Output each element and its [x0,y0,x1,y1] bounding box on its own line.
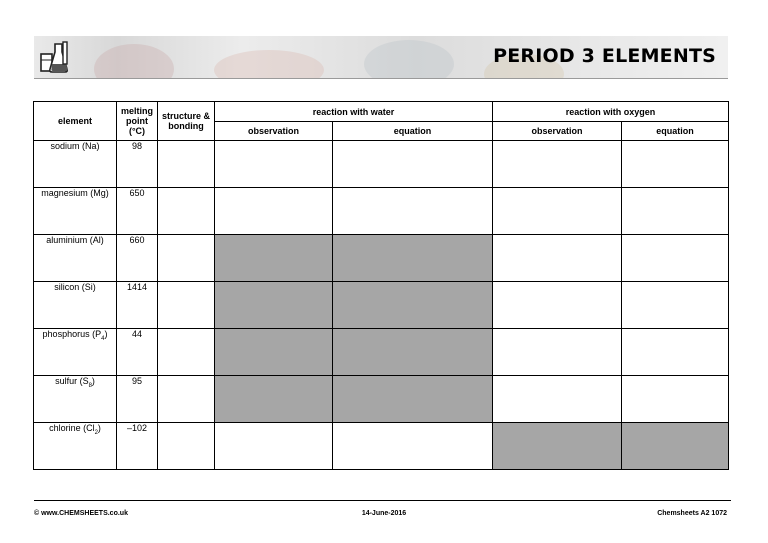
header-water-observation: observation [215,122,333,141]
oxygen-observation-cell[interactable] [493,141,622,188]
element-name-end: ) [104,329,108,339]
melting-point-cell: 660 [117,235,158,282]
oxygen-equation-cell[interactable] [622,376,729,423]
structure-bonding-cell[interactable] [158,423,215,470]
structure-bonding-cell[interactable] [158,188,215,235]
table-row [34,376,729,423]
footer-date: 14-June-2016 [361,510,407,517]
shaded-cell [622,423,729,470]
shaded-cell [215,235,333,282]
structure-bonding-cell[interactable] [158,376,215,423]
melting-point-cell: 95 [117,376,158,423]
oxygen-observation-cell[interactable] [493,329,622,376]
shaded-cell [215,376,333,423]
shaded-cell [493,423,622,470]
header-melting-point: melting point (°C) [117,102,158,141]
header-element: element [34,102,117,141]
page-title: PERIOD 3 ELEMENTS [493,45,716,67]
element-cell: aluminium (Al) [34,235,117,282]
melting-point-cell: 1414 [117,282,158,329]
header-banner [34,36,728,79]
element-cell: silicon (Si) [34,282,117,329]
header-water-equation: equation [333,122,493,141]
header-reaction-water: reaction with water [215,102,493,122]
element-name: sulfur (S [55,376,89,386]
shaded-cell [333,376,493,423]
shaded-cell [333,282,493,329]
lab-glassware-icon [38,40,72,74]
oxygen-observation-cell[interactable] [493,376,622,423]
oxygen-equation-cell[interactable] [622,329,729,376]
structure-bonding-cell[interactable] [158,141,215,188]
melting-point-cell: 650 [117,188,158,235]
footer-copyright: © www.CHEMSHEETS.co.uk [34,510,128,517]
table-row [34,329,729,376]
footer-reference: Chemsheets A2 1072 [657,510,727,517]
melting-point-cell: –102 [117,423,158,470]
table-row [34,235,729,282]
element-name-end: ) [97,423,101,433]
header-reaction-oxygen: reaction with oxygen [493,102,729,122]
structure-bonding-cell[interactable] [158,235,215,282]
banner-photo-blur [94,44,174,79]
oxygen-equation-cell[interactable] [622,188,729,235]
element-cell: magnesium (Mg) [34,188,117,235]
footer-divider [34,500,731,501]
period3-table [33,101,729,470]
table-row [34,282,729,329]
table-row [34,188,729,235]
banner-photo-blur [214,50,324,79]
melting-point-cell: 98 [117,141,158,188]
water-equation-cell[interactable] [333,188,493,235]
oxygen-observation-cell[interactable] [493,282,622,329]
element-name-end: ) [91,376,95,386]
header-oxygen-observation: observation [493,122,622,141]
shaded-cell [215,329,333,376]
water-equation-cell[interactable] [333,423,493,470]
element-name: phosphorus (P [42,329,102,339]
structure-bonding-cell[interactable] [158,282,215,329]
oxygen-observation-cell[interactable] [493,188,622,235]
element-cell [34,376,117,423]
banner-photo-blur [364,40,454,79]
water-observation-cell[interactable] [215,188,333,235]
structure-bonding-cell[interactable] [158,329,215,376]
element-name: chlorine (Cl [49,423,95,433]
shaded-cell [333,329,493,376]
melting-point-cell: 44 [117,329,158,376]
water-equation-cell[interactable] [333,141,493,188]
table-row [34,423,729,470]
oxygen-observation-cell[interactable] [493,235,622,282]
element-cell [34,329,117,376]
element-subscript: 4 [101,335,105,342]
element-cell: sodium (Na) [34,141,117,188]
element-subscript: 8 [88,382,92,389]
oxygen-equation-cell[interactable] [622,141,729,188]
oxygen-equation-cell[interactable] [622,282,729,329]
element-subscript: 2 [94,429,98,436]
water-observation-cell[interactable] [215,141,333,188]
element-cell [34,423,117,470]
table-row [34,141,729,188]
water-observation-cell[interactable] [215,423,333,470]
shaded-cell [333,235,493,282]
shaded-cell [215,282,333,329]
header-oxygen-equation: equation [622,122,729,141]
header-structure-bonding: structure & bonding [158,102,215,141]
oxygen-equation-cell[interactable] [622,235,729,282]
